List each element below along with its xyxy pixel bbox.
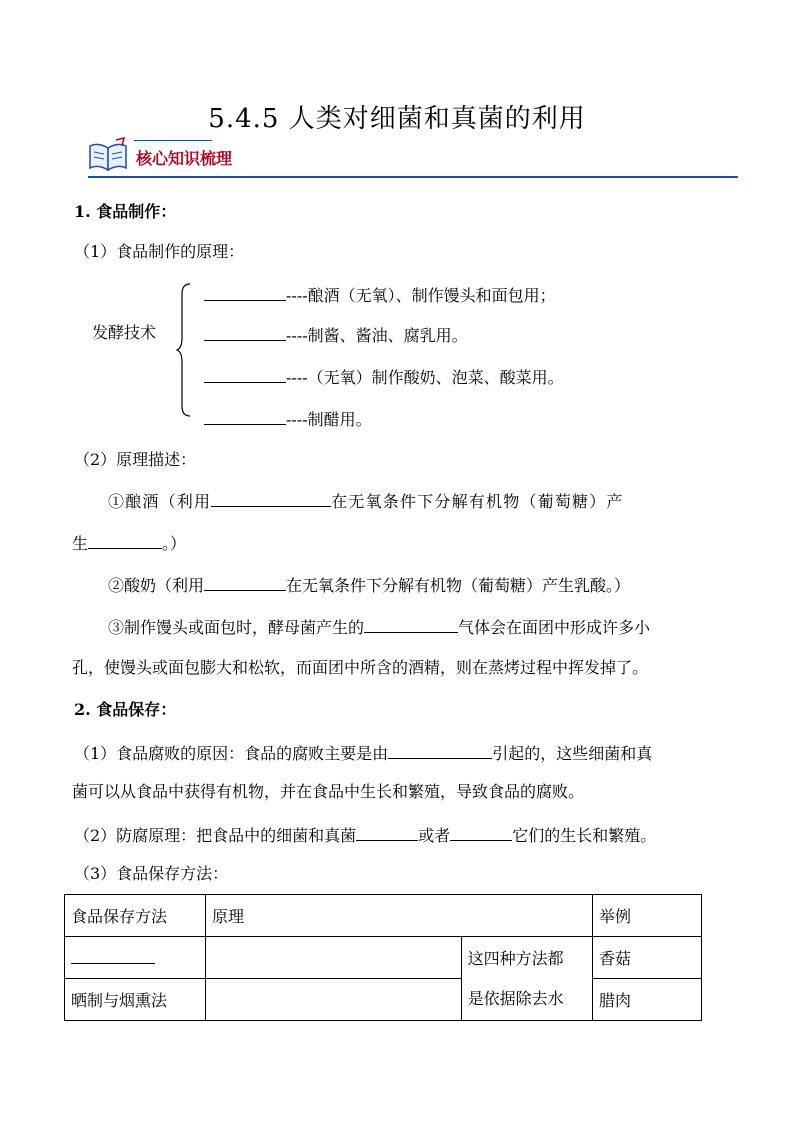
- answer-blank[interactable]: [211, 490, 331, 507]
- table-cell-principle: [206, 937, 462, 979]
- s2-paragraph-1-cont: 菌可以从食品中获得有机物，并在食品中生长和繁殖，导致食品的腐败。: [72, 782, 585, 801]
- description-2: ②酸奶（利用 在无氧条件下分解有机物（葡萄糖）产生乳酸。）: [108, 576, 631, 595]
- section-1-heading: 1. 食品制作：: [74, 202, 177, 221]
- description-3-cont: 孔，使馒头或面包膨大和松软，而面团中所含的酒精，则在蒸烤过程中挥发掉了。: [72, 658, 649, 677]
- table-cell-example: 腊肉: [593, 979, 702, 1021]
- answer-blank[interactable]: [450, 824, 512, 841]
- curly-brace-icon: [176, 282, 192, 418]
- answer-blank[interactable]: [388, 742, 492, 759]
- s2-paragraph-1: （1）食品腐败的原因：食品的腐败主要是由 引起的，这些细菌和真: [74, 744, 653, 763]
- table-header-cell: 食品保存方法: [65, 895, 206, 937]
- table-cell-method: 晒制与烟熏法: [65, 979, 206, 1021]
- preservation-table: [64, 894, 702, 1021]
- list-item: ----制醋用。: [204, 408, 372, 430]
- s1-subheading-1: （1）食品制作的原理：: [74, 242, 245, 261]
- section-label: 核心知识梳理: [136, 149, 233, 168]
- table-cell-method: [65, 937, 206, 979]
- page-title: 5.4.5 人类对细菌和真菌的利用: [208, 104, 586, 134]
- s2-paragraph-3: （3）食品保存方法：: [74, 864, 229, 883]
- list-item: ----酿酒（无氧）、制作馒头和面包用；: [204, 284, 556, 306]
- answer-blank[interactable]: [204, 324, 286, 341]
- table-cell-example: 香菇: [593, 937, 702, 979]
- answer-blank[interactable]: [204, 366, 286, 383]
- answer-blank[interactable]: [204, 574, 286, 591]
- answer-blank[interactable]: [356, 824, 418, 841]
- section-divider: [88, 176, 738, 178]
- list-item: ----（无氧）制作酸奶、泡菜、酸菜用。: [204, 366, 564, 388]
- s2-paragraph-2: （2）防腐原理：把食品中的细菌和真菌 或者 它们的生长和繁殖。: [74, 826, 657, 845]
- open-book-icon: [86, 136, 130, 176]
- description-1-cont: 生 。）: [72, 534, 187, 553]
- s1-subheading-2: （2）原理描述：: [74, 450, 197, 469]
- table-header-cell: 原理: [206, 895, 593, 937]
- table-header-cell: 举例: [593, 895, 702, 937]
- answer-blank[interactable]: [364, 616, 458, 633]
- table-cell-note: 这四种方法都 是依据除去水: [461, 937, 592, 1021]
- section-top-line: [134, 140, 212, 141]
- table-row: [65, 937, 702, 979]
- table-header-row: [65, 895, 702, 937]
- answer-blank[interactable]: [204, 284, 286, 301]
- section-2-heading: 2. 食品保存：: [74, 700, 177, 719]
- answer-blank[interactable]: [88, 532, 162, 549]
- table-cell-principle: [206, 979, 462, 1021]
- fermentation-label: 发酵技术: [92, 323, 157, 342]
- description-3: ③制作馒头或面包时，酵母菌产生的 气体会在面团中形成许多小: [108, 618, 651, 637]
- answer-blank[interactable]: [71, 947, 155, 964]
- list-item: ----制酱、酱油、腐乳用。: [204, 324, 468, 346]
- description-1: ①酿酒（利用 在无氧条件下分解有机物（葡萄糖）产: [108, 492, 624, 511]
- answer-blank[interactable]: [204, 408, 286, 425]
- table-row: [65, 979, 702, 1021]
